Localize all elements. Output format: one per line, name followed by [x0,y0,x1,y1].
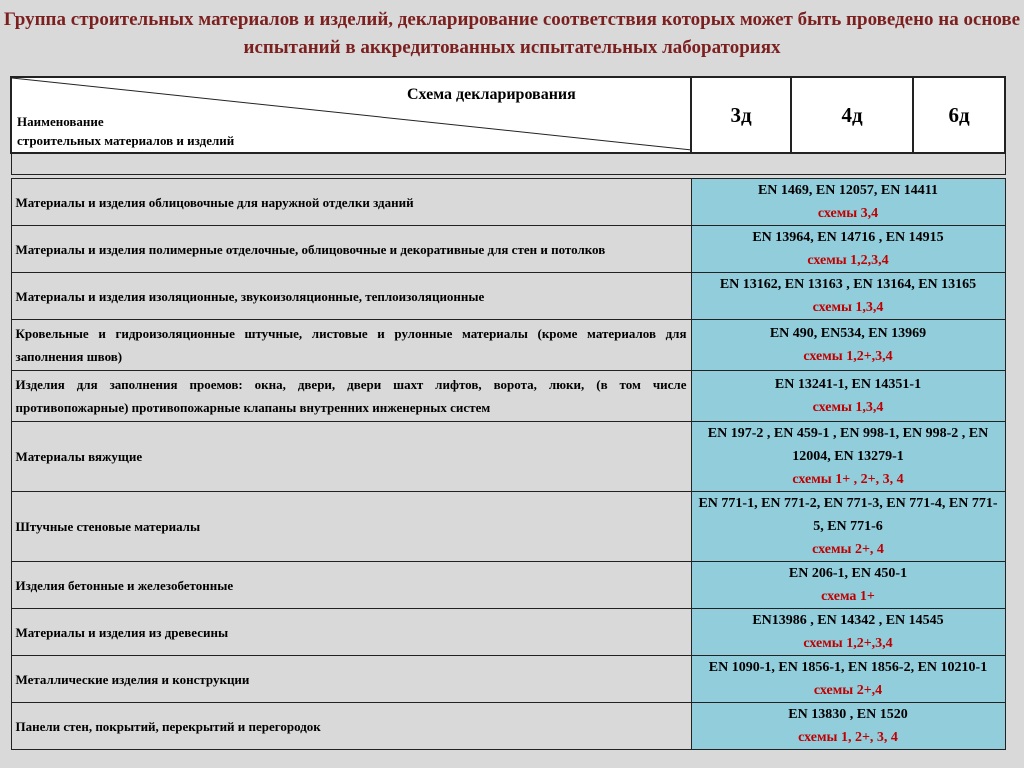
standards-cell [691,609,1005,656]
schemes-label: схемы 1,3,4 [812,400,884,415]
schemes-label: схемы 1+ , 2+, 3, 4 [792,472,904,487]
material-name: Штучные стеновые материалы [11,492,691,562]
material-name: Кровельные и гидроизоляционные штучные, листовые и рулонные материалы (кроме материалов для заполнения швов) [11,320,691,371]
schemes-label: схемы 1,3,4 [812,300,884,315]
schemes-label: схемы 1,2,3,4 [807,253,889,268]
standards-cell [691,562,1005,609]
standards-cell [691,226,1005,273]
table-body [11,179,1005,750]
standards-list: EN 1090-1, EN 1856-1, EN 1856-2, EN 10210-1 [708,660,988,675]
standards-list: EN13986 , EN 14342 , EN 14545 [752,613,944,628]
material-name: Материалы и изделия облицовочные для наружной отделки зданий [11,179,691,226]
material-name: Панели стен, покрытий, перекрытий и перегородок [11,703,691,750]
standards-cell [691,656,1005,703]
column-3d: 3д [691,77,791,153]
material-name: Металлические изделия и конструкции [11,656,691,703]
standards-list: EN 13241-1, EN 14351-1 [774,377,922,392]
standards-list: EN 206-1, EN 450-1 [788,566,908,581]
schemes-label: схемы 2+,4 [813,683,883,698]
material-name: Изделия для заполнения проемов: окна, двери, двери шахт лифтов, ворота, люки, (в том числе противопожарные) противопожарные клапаны внутренних инженерных систем [11,371,691,422]
column-6d: 6д [913,77,1005,153]
schemes-label: схемы 2+, 4 [812,542,884,557]
standards-list: EN 490, EN534, EN 13969 [769,326,927,341]
schema-label: Схема декларирования [407,86,576,103]
table-row [11,371,1005,422]
standards-cell [691,371,1005,422]
standards-list: EN 13830 , EN 1520 [788,707,908,722]
standards-cell [691,320,1005,371]
name-label: Наименование строительных материалов и изделий [17,114,235,148]
standards-list: EN 771-1, EN 771-2, EN 771-3, EN 771-4, EN 771-5, EN 771-6 [698,496,998,534]
header-diagonal-cell [11,77,691,153]
standards-list: EN 1469, EN 12057, EN 14411 [757,183,939,198]
schemes-label: схемы 1,2+,3,4 [803,636,893,651]
standards-cell [691,179,1005,226]
table-row [11,320,1005,371]
schemes-label: схемы 1,2+,3,4 [803,349,893,364]
standards-list: EN 197-2 , EN 459-1 , EN 998-1, EN 998-2 , EN 12004, EN 13279-1 [707,426,989,464]
material-name: Материалы вяжущие [11,422,691,492]
material-name: Материалы и изделия изоляционные, звукоизоляционные, теплоизоляционные [11,273,691,320]
table-row [11,422,1005,492]
page-title: Группа строительных материалов и изделий, декларирование соответствия которых может быть проведено на основе испытаний в аккредитованных испытательных лабораториях [3,9,1021,58]
table-row [11,703,1005,750]
table-row [11,179,1005,226]
standards-cell [691,703,1005,750]
material-name: Материалы и изделия из древесины [11,609,691,656]
standards-list: EN 13964, EN 14716 , EN 14915 [752,230,944,245]
material-name: Изделия бетонные и железобетонные [11,562,691,609]
standards-cell [691,422,1005,492]
table-row [11,492,1005,562]
schemes-label: схема 1+ [821,589,875,604]
table-row [11,656,1005,703]
spacer-row [11,153,1005,175]
standards-list: EN 13162, EN 13163 , EN 13164, EN 13165 [719,277,977,292]
declaration-table [10,76,1006,750]
table-row [11,562,1005,609]
schemes-label: схемы 1, 2+, 3, 4 [798,730,898,745]
material-name: Материалы и изделия полимерные отделочные, облицовочные и декоративные для стен и потолков [11,226,691,273]
table-row [11,609,1005,656]
standards-cell [691,492,1005,562]
table-row [11,273,1005,320]
schemes-label: схемы 3,4 [817,206,879,221]
table-row [11,226,1005,273]
standards-cell [691,273,1005,320]
column-4d: 4д [791,77,913,153]
